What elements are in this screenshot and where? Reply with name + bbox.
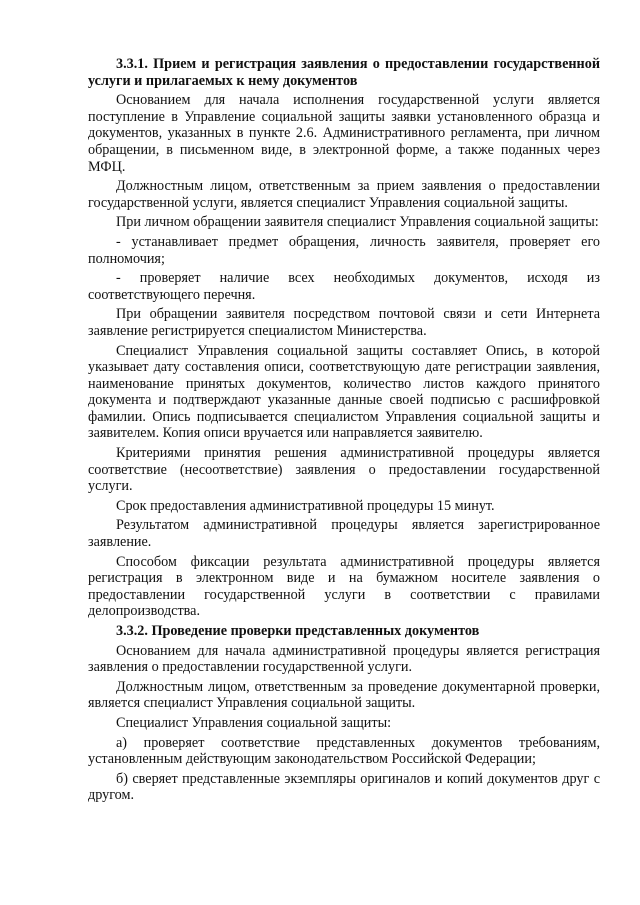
- paragraph: Способом фиксации результата административной процедуры является регистрация в электронном виде и на бумажном носителе заявления о предоставлении государственной услуги в соответствии с правилами делопроизводства.: [88, 553, 600, 620]
- paragraph: Должностным лицом, ответственным за прием заявления о предоставлении государственной услуги, является специалист Управления социальной защиты.: [88, 178, 600, 211]
- paragraph: Основанием для начала исполнения государственной услуги является поступление в Управление социальной защиты заявки установленного образца и документов, указанных в пункте 2.6. Административного регламента, при личном обращении, в письменном виде, в электронной форме, а также поданных через МФЦ.: [88, 92, 600, 175]
- list-item: - устанавливает предмет обращения, личность заявителя, проверяет его полномочия;: [88, 233, 600, 267]
- paragraph: При личном обращении заявителя специалист Управления социальной защиты:: [116, 214, 599, 231]
- section-3-3-2-heading: 3.3.2. Проведение проверки представленных документов: [116, 623, 480, 639]
- list-item: - проверяет наличие всех необходимых документов, исходя из соответствующего перечня.: [88, 270, 600, 303]
- paragraph: Основанием для начала административной процедуры является регистрация заявления о предоставлении государственной услуги.: [88, 642, 600, 676]
- section-3-3-1-heading: 3.3.1. Прием и регистрация заявления о предоставлении государственной услуги и прилагаемых к нему документов: [88, 56, 600, 89]
- list-item: а) проверяет соответствие представленных документов требованиям, установленным действующим законодательством Российской Федерации;: [88, 734, 600, 768]
- paragraph: Результатом административной процедуры является зарегистрированное заявление.: [88, 517, 600, 551]
- paragraph: Срок предоставления административной процедуры 15 минут.: [116, 497, 495, 514]
- paragraph: Специалист Управления социальной защиты составляет Опись, в которой указывает дату составления описи, соответствующую дате регистрации заявления, наименование принятых документов, количество листов каждого принятого документа и подтверждают указанные данные своей подписью с расшифровкой фамилии. Опись подписывается специалистом Управления социальной защиты и заявителем. Копия описи вручается или направляется заявителю.: [88, 342, 600, 442]
- paragraph: Должностным лицом, ответственным за проведение документарной проверки, является специалист Управления социальной защиты.: [88, 678, 600, 712]
- paragraph: При обращении заявителя посредством почтовой связи и сети Интернета заявление регистрируется специалистом Министерства.: [88, 306, 600, 339]
- list-item: б) сверяет представленные экземпляры оригиналов и копий документов друг с другом.: [88, 770, 600, 804]
- paragraph: Специалист Управления социальной защиты:: [116, 714, 392, 731]
- paragraph: Критериями принятия решения административной процедуры является соответствие (несоответствие) заявления о предоставлении государственной услуги.: [88, 445, 600, 495]
